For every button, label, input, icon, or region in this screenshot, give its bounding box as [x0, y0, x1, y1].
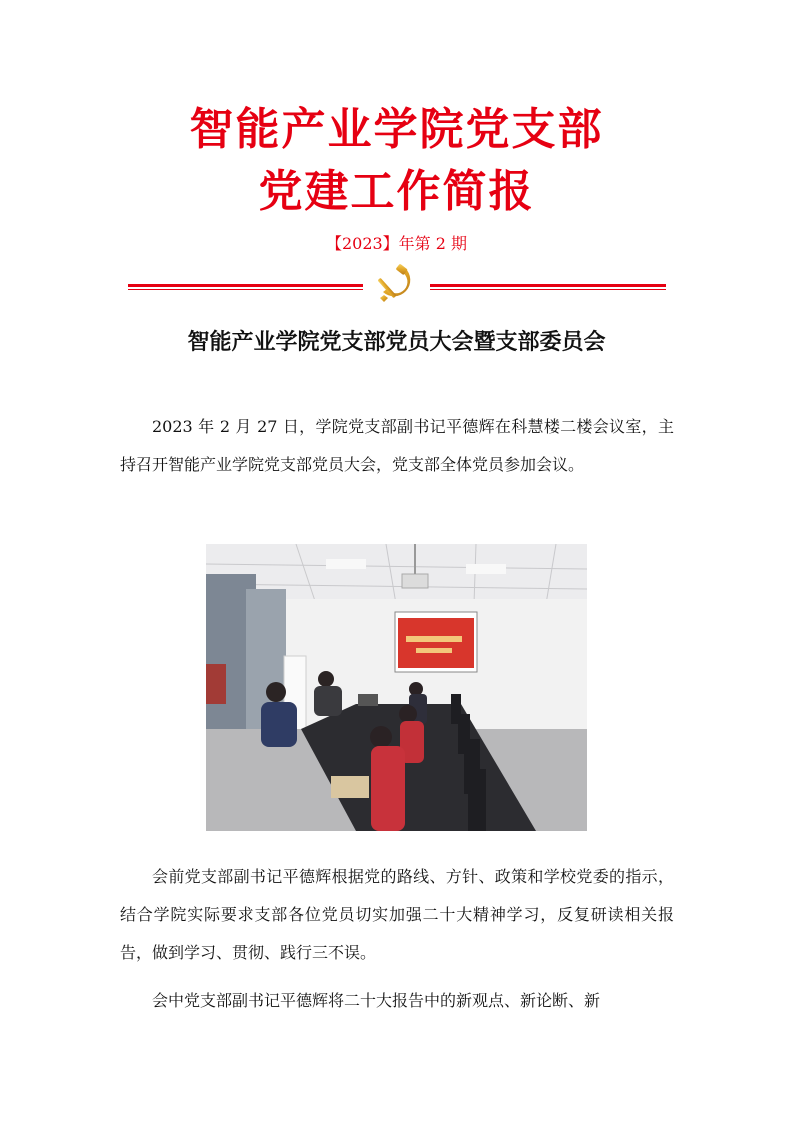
- article-paragraph: 会前党支部副书记平德辉根据党的路线、方针、政策和学校党委的指示，结合学院实际要求支部各位党员切实加强二十大精神学习，反复研读相关报告，做到学习、贯彻、践行三不误。: [120, 867, 674, 962]
- meeting-photo: [206, 544, 587, 831]
- issue-number: 【2023】年第 2 期: [325, 234, 468, 253]
- masthead-title-line2: 党建工作简报: [258, 166, 535, 217]
- header-rule-right: [430, 284, 666, 287]
- party-emblem-icon: [375, 262, 419, 306]
- article-paragraph: 会中党支部副书记平德辉将二十大报告中的新观点、新论断、新: [152, 991, 601, 1010]
- header-rule-left: [128, 284, 363, 287]
- article-title: 智能产业学院党支部党员大会暨支部委员会: [187, 330, 606, 355]
- article-paragraph: 2023 年 2 月 27 日，学院党支部副书记平德辉在科慧楼二楼会议室，主持召开智能产业学院党支部党员大会，党支部全体党员参加会议。: [120, 417, 674, 474]
- masthead-title-line1: 智能产业学院党支部: [189, 104, 604, 155]
